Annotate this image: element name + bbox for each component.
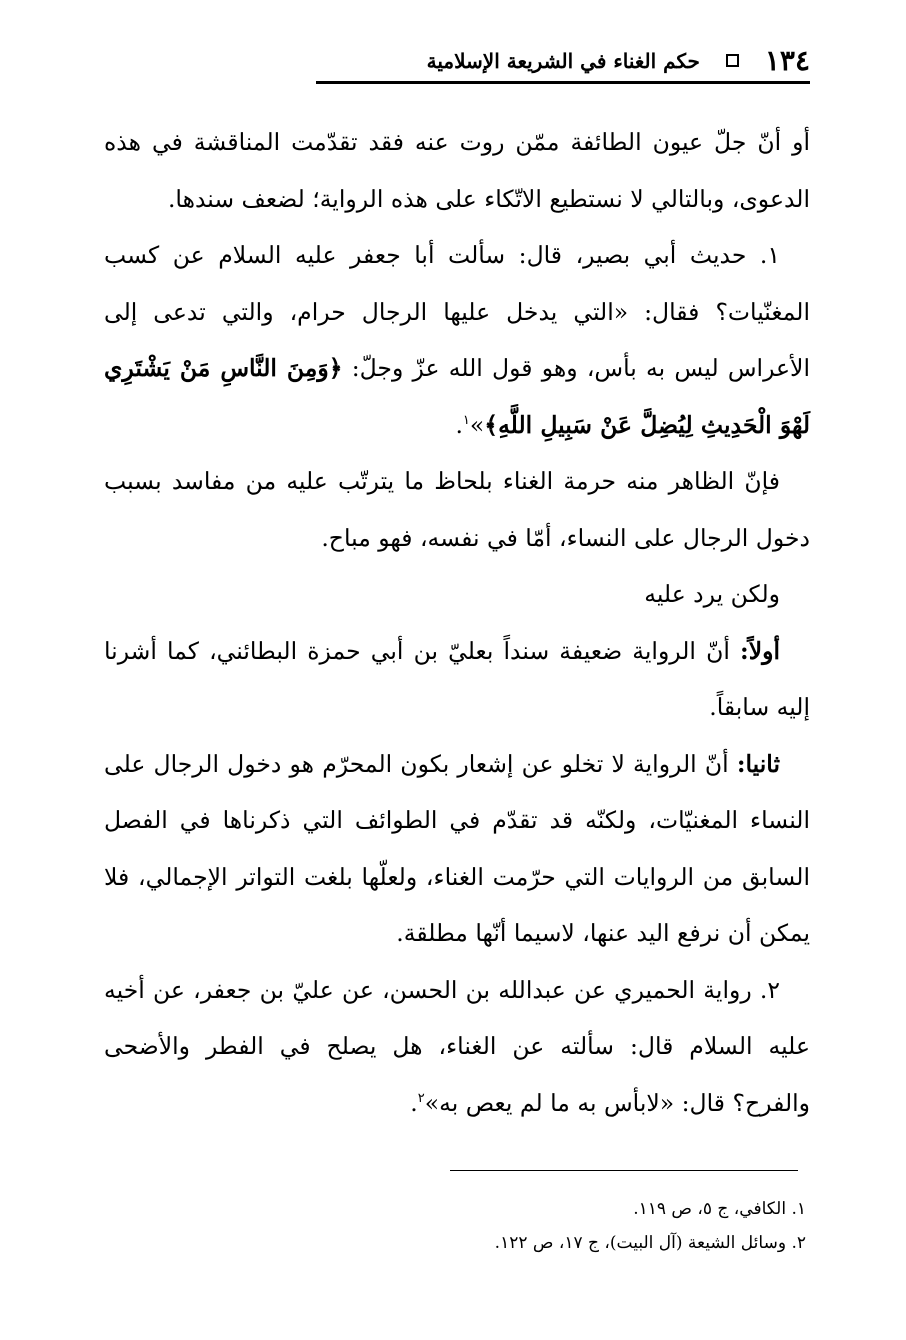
paragraph-7-text: ٢. رواية الحميري عن عبدالله بن الحسن، عن عليّ بن جعفر، عن أخيه عليه السلام قال: سألته عن الغناء، هل يصلح في الفطر والأضحى والفرح؟ قال: «لابأس به ما لم يعص به» <box>104 975 810 1117</box>
footnote-1: ١. الكافي، ج ٥، ص ١١٩. <box>633 1199 806 1219</box>
paragraph-2-tail: . <box>455 410 463 439</box>
paragraph-3: فإنّ الظاهر منه حرمة الغناء بلحاظ ما يترتّب عليه من مفاسد بسبب دخول الرجال على النساء، أمّا في نفسه، فهو مباح. <box>104 467 810 552</box>
footnote-divider <box>450 1170 798 1171</box>
point-label-second: ثانيا: <box>736 749 780 778</box>
paragraph-5 <box>104 623 810 736</box>
paragraph-7 <box>104 962 810 1132</box>
paragraph-1: أو أنّ جلّ عيون الطائفة ممّن روت عنه فقد تقدّمت المناقشة في هذه الدعوى، وبالتالي لا نستطيع الاتّكاء على هذه الرواية؛ لضعف سندها. <box>104 128 810 213</box>
paragraph-6 <box>104 736 810 962</box>
running-head <box>316 40 810 84</box>
point-label-first: أولاً: <box>740 636 780 665</box>
quote-close: » <box>469 410 485 439</box>
separator-square-icon <box>726 54 739 67</box>
paragraph-5-text: أنّ الرواية ضعيفة سنداً بعليّ بن أبي حمزة البطائني، كما أشرنا إليه سابقاً. <box>104 636 810 721</box>
footnote-ref-2: ٢ <box>417 1090 425 1106</box>
quran-verse: ﴿وَمِنَ النَّاسِ مَنْ يَشْتَرِي لَهْوَ الْحَدِيثِ لِيُضِلَّ عَنْ سَبِيلِ اللَّهِ﴾ <box>104 354 810 439</box>
footnote-ref-1: ١ <box>462 412 470 428</box>
paragraph-6-text: أنّ الرواية لا تخلو عن إشعار بكون المحرّم هو دخول الرجال على النساء المغنيّات، ولكنّه قد تقدّم في الطوائف التي ذكرناها في الفصل السابق من الروايات التي حرّمت الغناء، ولعلّها بلغت التواتر الإجمالي، فلا يمكن أن نرفع اليد عنها، لاسيما أنّها مطلقة. <box>104 749 810 947</box>
paragraph-2-text: ١. حديث أبي بصير، قال: سألت أبا جعفر عليه السلام عن كسب المغنّيات؟ فقال: «التي يدخل عليها الرجال حرام، والتي تدعى إلى الأعراس ليس به بأس، وهو قول الله عزّ وجلّ: <box>104 241 810 382</box>
footnote-2: ٢. وسائل الشيعة (آل البيت)، ج ١٧، ص ١٢٢. <box>494 1233 806 1253</box>
page-number: ١٣٤ <box>764 44 810 77</box>
footnotes <box>300 1192 806 1260</box>
paragraph-7-tail: . <box>410 1088 418 1117</box>
paragraph-2 <box>104 227 810 453</box>
body-text <box>104 114 810 1131</box>
running-head-title: حكم الغناء في الشريعة الإسلامية <box>426 48 700 73</box>
paragraph-4: ولكن يرد عليه <box>644 580 780 608</box>
